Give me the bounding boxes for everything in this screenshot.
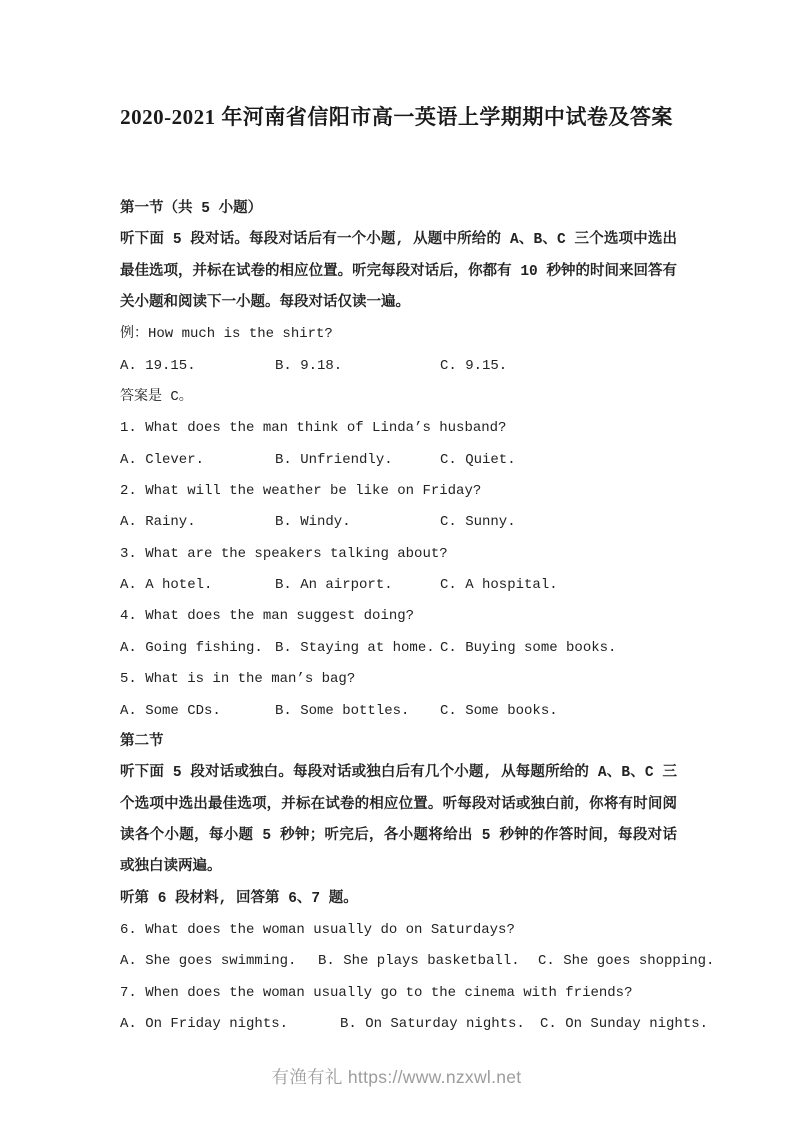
question-2-options <box>120 507 677 538</box>
option-c: C. A hospital. <box>440 577 558 594</box>
option-c: C. 9.15. <box>440 357 508 374</box>
option-c: C. Sunny. <box>440 514 516 531</box>
section1-heading: 第一节（共 5 小题） <box>120 201 263 217</box>
question-3-options <box>120 570 677 601</box>
option-b: B. 9.18. <box>275 357 343 374</box>
question-3: 3. What are the speakers talking about? <box>120 545 448 562</box>
document-body <box>120 194 715 1040</box>
question-2: 2. What will the weather be like on Friday? <box>120 483 482 500</box>
option-b: B. Unfriendly. <box>275 451 393 468</box>
question-1-options <box>120 445 677 476</box>
example-answer: 答案是 C。 <box>120 389 193 406</box>
question-7: 7. When does the woman usually go to the cinema with friends? <box>120 984 633 1001</box>
option-a: A. Some CDs. <box>120 702 221 719</box>
option-b: B. On Saturday nights. <box>340 1015 525 1032</box>
document-title: 2020-2021 年河南省信阳市高一英语上学期期中试卷及答案 <box>120 105 673 129</box>
option-a: A. Clever. <box>120 451 205 468</box>
option-a: A. A hotel. <box>120 577 213 594</box>
option-b: B. An airport. <box>275 577 393 594</box>
question-4-options <box>120 633 677 664</box>
question-7-options <box>120 1009 709 1040</box>
option-a: A. 19.15. <box>120 357 196 374</box>
watermark-text: 有渔有礼 https://www.nzxwl.net <box>271 1067 522 1087</box>
option-c: C. Quiet. <box>440 451 516 468</box>
section2-material-note: 听第 6 段材料, 回答第 6、7 题。 <box>120 890 358 907</box>
section2-heading: 第二节 <box>120 733 164 750</box>
question-5-options <box>120 696 677 727</box>
section2-instructions: 听下面 5 段对话或独白。每段对话或独白后有几个小题, 从每题所给的 A、B、C 三个选项中选出最佳选项，并标在试卷的相应位置。听每段对话或独白前，你将有时间阅读各个小题，每小题 5 秒钟；听完后，各小题将给出 5 秒钟的作答时间，每段对话或独白读两遍。 <box>120 765 677 876</box>
option-c: C. Some books. <box>440 702 558 719</box>
question-1: 1. What does the man think of Linda’s husband? <box>120 420 507 437</box>
question-6: 6. What does the woman usually do on Saturdays? <box>120 921 515 938</box>
option-b: B. Windy. <box>275 514 351 531</box>
option-b: B. Staying at home. <box>275 639 435 656</box>
question-5: 5. What is in the man’s bag? <box>120 671 356 688</box>
option-a: A. On Friday nights. <box>120 1015 289 1032</box>
option-a: A. Going fishing. <box>120 639 263 656</box>
example-question: 例：How much is the shirt? <box>120 326 333 343</box>
option-b: B. She plays basketball. <box>318 953 520 970</box>
option-a: A. Rainy. <box>120 514 196 531</box>
option-c: C. On Sunday nights. <box>540 1015 709 1032</box>
example-options <box>120 351 677 382</box>
option-c: C. Buying some books. <box>440 639 617 656</box>
question-6-options <box>120 946 715 977</box>
section1-instructions: 听下面 5 段对话。每段对话后有一个小题, 从题中所给的 A、B、C 三个选项中选出最佳选项，并标在试卷的相应位置。听完每段对话后，你都有 10 秒钟的时间来回答有关小题和阅读下一小题。每段对话仅读一遍。 <box>120 232 677 312</box>
option-c: C. She goes shopping. <box>538 953 715 970</box>
option-a: A. She goes swimming. <box>120 953 297 970</box>
question-4: 4. What does the man suggest doing? <box>120 608 415 625</box>
option-b: B. Some bottles. <box>275 702 410 719</box>
